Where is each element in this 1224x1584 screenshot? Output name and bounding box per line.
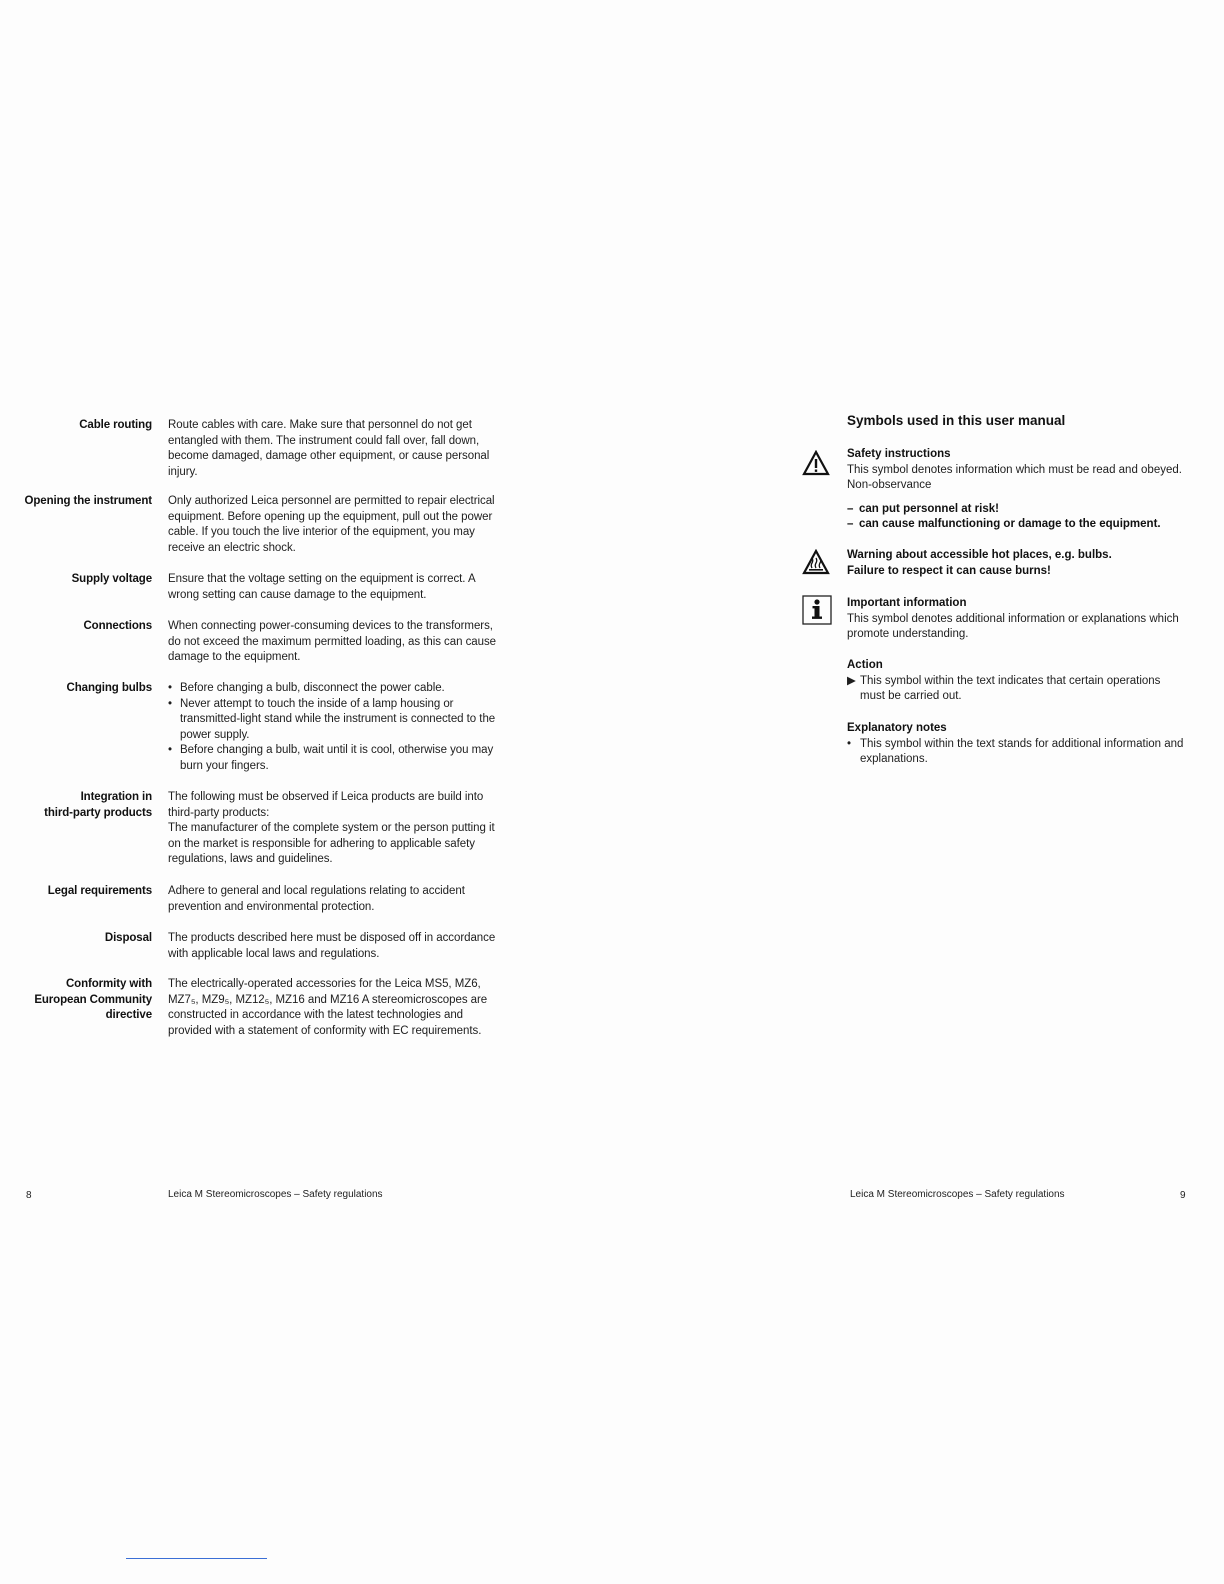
section-body: Ensure that the voltage setting on the equipment is correct. A wrong setting can cause damage to the equipment. xyxy=(168,573,475,601)
section-body: Adhere to general and local regulations relating to accident prevention and environmental protection. xyxy=(168,885,465,913)
section-body xyxy=(168,790,508,868)
section-body: When connecting power-consuming devices to the transformers, do not exceed the maximum permitted loading, as this can cause damage to the equipment. xyxy=(168,620,497,663)
hot-warning-line-1: Warning about accessible hot places, e.g. bulbs. xyxy=(847,549,1112,561)
section-label: Connections xyxy=(83,620,152,632)
section-body: Route cables with care. Make sure that personnel do not get entangled with them. The instrument could fall over, fall down, become damaged, damage other equipment, or cause personal injury. xyxy=(168,419,490,478)
warning-triangle-icon xyxy=(802,450,830,481)
section-label: Conformity with European Community directive xyxy=(34,978,152,1021)
list-item: • Never attempt to touch the inside of a lamp housing or transmitted-light stand while the instrument is connected to the power supply. xyxy=(168,697,508,744)
bullet-icon: • xyxy=(847,737,852,750)
safety-text: This symbol denotes information which must be read and obeyed. Non-observance xyxy=(847,463,1182,491)
action-block xyxy=(847,658,1187,705)
hot-places-block xyxy=(847,548,1187,579)
list-item: – can put personnel at risk! xyxy=(847,502,1187,518)
info-icon xyxy=(802,595,832,630)
page-footer: Leica M Stereomicroscopes – Safety regulations xyxy=(168,1189,383,1200)
notes-heading: Explanatory notes xyxy=(847,722,947,734)
right-page xyxy=(612,0,1224,1584)
action-item xyxy=(847,674,1187,705)
section-body: The electrically-operated accessories for the Leica MS5, MZ6, MZ7₅, MZ9₅, MZ12₅, MZ16 and MZ16 A stereomicroscopes are constructed in accordance with the latest technologies and provided with a statement of conformity with EC requirements. xyxy=(168,978,488,1037)
safety-instructions-block xyxy=(847,447,1187,533)
explanatory-notes-block xyxy=(847,721,1187,768)
hot-warning-line-2: Failure to respect it can cause burns! xyxy=(847,564,1051,577)
list-item: – can cause malfunctioning or damage to the equipment. xyxy=(847,517,1187,533)
page-number: 8 xyxy=(26,1190,32,1201)
section-label: Changing bulbs xyxy=(66,682,152,694)
section-label: Opening the instrument xyxy=(24,495,152,507)
important-information-block xyxy=(847,596,1187,643)
page-title: Symbols used in this user manual xyxy=(847,413,1066,428)
info-text: This symbol denotes additional information or explanations which promote understanding. xyxy=(847,612,1179,640)
section-body-para-2: The manufacturer of the complete system or the person putting it on the market is responsible for adhering to applicable safety regulations, laws and guidelines. xyxy=(168,822,495,865)
section-body: Only authorized Leica personnel are permitted to repair electrical equipment. Before opening up the equipment, pull out the power cable. If you touch the live interior of the equipment, you may receive an electric shock. xyxy=(168,495,495,554)
list-item: • Before changing a bulb, wait until it is cool, otherwise you may burn your fingers. xyxy=(168,743,508,774)
section-label: Disposal xyxy=(104,932,152,944)
notes-item xyxy=(847,737,1187,768)
section-body xyxy=(168,681,508,774)
section-label: Cable routing xyxy=(79,419,152,431)
section-label: Legal requirements xyxy=(47,885,152,897)
hot-surface-warning-icon xyxy=(802,549,830,580)
action-arrow-icon: ▶ xyxy=(847,674,856,687)
safety-heading: Safety instructions xyxy=(847,448,951,460)
info-heading: Important information xyxy=(847,597,967,609)
bullet-list xyxy=(168,681,508,774)
action-heading: Action xyxy=(847,659,883,671)
action-text: This symbol within the text indicates that certain operations must be carried out. xyxy=(860,674,1161,702)
notes-text: This symbol within the text stands for additional information and explanations. xyxy=(860,737,1184,765)
page-footer: Leica M Stereomicroscopes – Safety regulations xyxy=(850,1189,1065,1200)
page-number: 9 xyxy=(1180,1190,1186,1201)
section-body: The products described here must be disposed off in accordance with applicable local laws and regulations. xyxy=(168,932,496,960)
link-underline-divider xyxy=(126,1558,267,1559)
list-item: • Before changing a bulb, disconnect the power cable. xyxy=(168,681,508,697)
section-label: Integration in third-party products xyxy=(44,791,152,819)
section-body-para-1: The following must be observed if Leica products are build into third-party products: xyxy=(168,791,484,819)
safety-consequence-list xyxy=(847,502,1187,533)
section-label: Supply voltage xyxy=(71,573,152,585)
